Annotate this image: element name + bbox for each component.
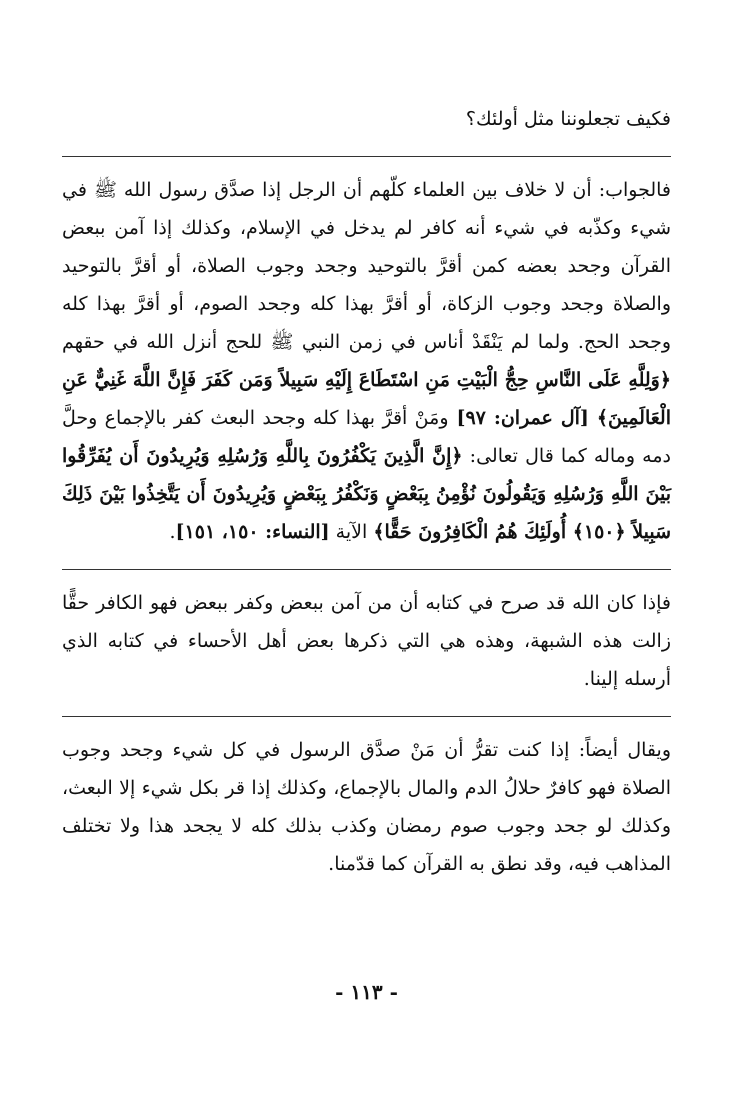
page-number: - ١١٣ -	[335, 980, 398, 1004]
answer-text: ومَنْ أقرَّ بهذا كله وجحد البعث كفر بالإجماع وحلَّ دمه وماله كما قال تعالى:	[62, 407, 672, 467]
section-divider	[62, 156, 671, 157]
page-content	[62, 100, 671, 883]
answer-paragraph	[62, 171, 671, 551]
body-paragraph: ويقال أيضاً: إذا كنت تقرُّ أن مَنْ صدَّق الرسول في كل شيء وجحد وجوب الصلاة فهو كافرٌ حلالُ الدم والمال بالإجماع، وكذلك إذا قر بكل شيء إلا البعث، وكذلك لو جحد وجوب صوم رمضان وكذب بذلك كله لا يجحد هذا ولا تختلف المذاهب فيه، وقد نطق به القرآن كما قدّمنا.	[62, 739, 671, 875]
quran-verse: ﴿وَلِلَّهِ عَلَى النَّاسِ حِجُّ الْبَيْتِ مَنِ اسْتَطَاعَ إِلَيْهِ سَبِيلاً وَمَن كَفَرَ فَإِنَّ اللَّهَ غَنِيٌّ عَنِ الْعَالَمِينَ﴾	[62, 369, 671, 429]
answer-text: أن لا خلاف بين العلماء كلّهم أن الرجل إذا صدَّق رسول الله ﷺ في شيء وكذّبه في شيء أنه كافر لم يدخل في الإسلام، وكذلك إذا آمن ببعض القرآن وجحد بعضه كمن أقرَّ بالتوحيد وجحد وجوب الصلاة، أو أقرَّ بالتوحيد والصلاة وجحد وجوب الزكاة، أو أقرَّ بهذا كله وجحد الصوم، أو أقرَّ بهذا كله وجحد الحج. ولما لم يَنْقَدْ أناس في زمن النبي ﷺ للحج أنزل الله في حقهم	[62, 179, 671, 353]
answer-label: فالجواب:	[598, 179, 671, 201]
section-divider	[62, 569, 671, 570]
body-paragraph: فإذا كان الله قد صرح في كتابه أن من آمن ببعض وكفر ببعض فهو الكافر حقًّا زالت هذه الشبهة، وهذه هي التي ذكرها بعض أهل الأحساء في كتابه الذي أرسله إلينا.	[62, 592, 671, 690]
verse-reference: [آل عمران: ٩٧]	[448, 407, 597, 429]
section-divider	[62, 716, 671, 717]
verse-reference: [النساء: ١٥٠، ١٥١]	[175, 521, 330, 543]
answer-text: الآية	[329, 521, 374, 543]
answer-text: .	[169, 521, 176, 543]
quran-verse: ﴿إِنَّ الَّذِينَ يَكْفُرُونَ بِاللَّهِ وَرُسُلِهِ وَيُرِيدُونَ أَن يُفَرِّقُوا بَيْنَ اللَّهِ وَرُسُلِهِ وَيَقُولُونَ نُؤْمِنُ بِبَعْضٍ وَنَكْفُرُ بِبَعْضٍ وَيُرِيدُونَ أَن يَتَّخِذُوا بَيْنَ ذَلِكَ سَبِيلاً ﴿١٥٠﴾ أُولَئِكَ هُمُ الْكَافِرُونَ حَقًّا﴾	[62, 445, 671, 543]
intro-line: فكيف تجعلوننا مثل أولئك؟	[465, 108, 671, 130]
